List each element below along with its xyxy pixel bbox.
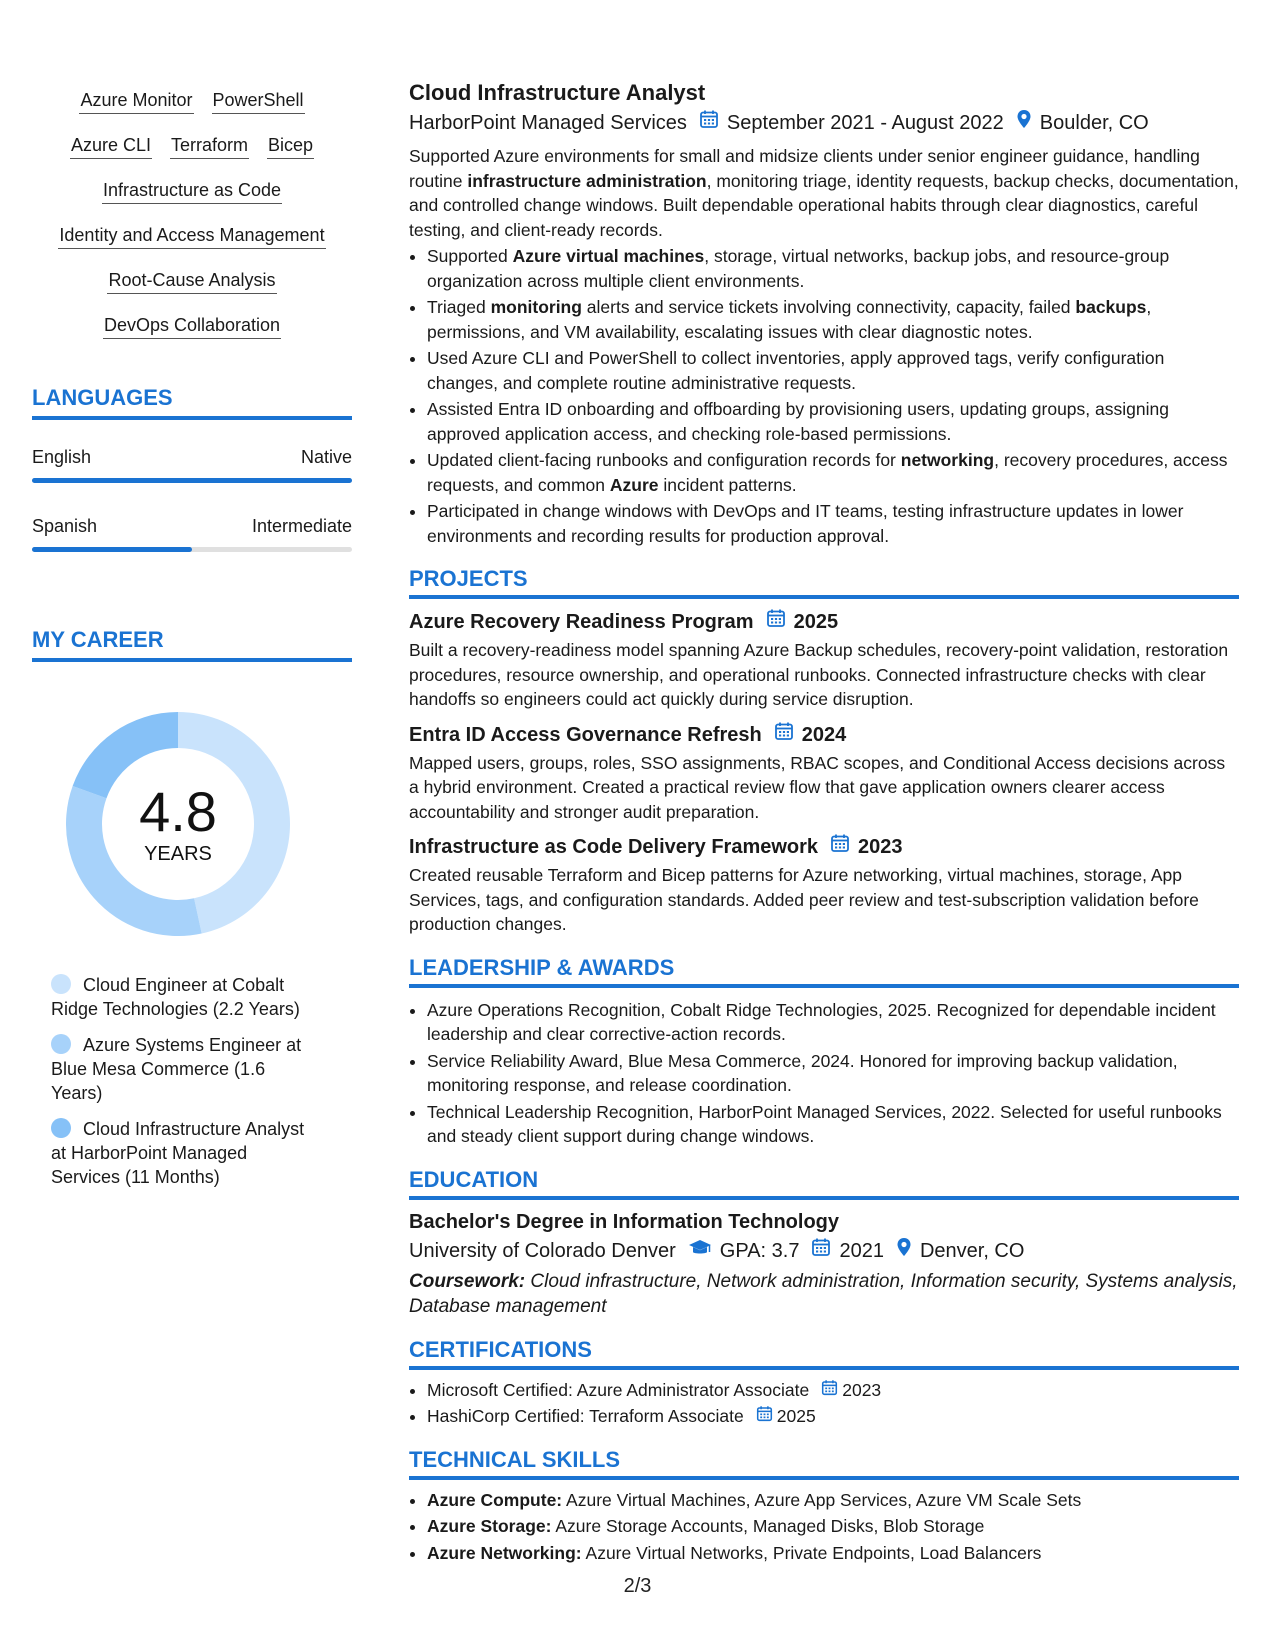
technical-skill-item — [427, 1541, 1239, 1566]
projects-heading: PROJECTS — [409, 566, 1239, 599]
language-level-fill — [32, 478, 352, 483]
text-segment: Assisted Entra ID onboarding and offboarding by provisioning users, updating groups, assigning approved application access, and checking role-based permissions. — [427, 399, 1169, 444]
job-bullet — [427, 397, 1239, 446]
certification-item — [427, 1378, 1239, 1403]
language-level-fill — [32, 547, 192, 552]
text-segment: , permissions, and VM availability, escalating issues with clear diagnostic notes. — [427, 297, 1152, 342]
skill-tag: PowerShell — [212, 87, 305, 114]
project-year: 2024 — [801, 723, 847, 746]
career-total-value: 4.8 — [139, 779, 217, 843]
calendar-icon — [830, 833, 850, 861]
calendar-icon — [756, 1404, 773, 1429]
text-segment: Participated in change windows with DevOps and IT teams, testing infrastructure updates in lower environments and recording results for production approval. — [427, 501, 1184, 546]
bold-text: Azure virtual machines — [512, 246, 705, 266]
skill-tag: Bicep — [267, 132, 314, 159]
legend-dot — [51, 1118, 71, 1138]
technical-skill-value: Azure Storage Accounts, Managed Disks, Blob Storage — [555, 1516, 985, 1536]
project-description: Built a recovery-readiness model spanning Azure Backup schedules, recovery-point validation, restoration procedures, resource ownership, and operational runbooks. Connected infrastructure checks with clear handoffs so engineers could act quickly during service disruption. — [409, 640, 1229, 709]
certification-item — [427, 1404, 1239, 1429]
bold-text: Azure — [609, 474, 659, 495]
coursework-list: Cloud infrastructure, Network administration, Information security, Systems analysis, Database management — [409, 1270, 1238, 1317]
text-segment: , storage, virtual networks, backup jobs, and resource-group organization across multiple client environments. — [427, 246, 1170, 291]
job-bullet — [427, 244, 1239, 293]
calendar-icon — [699, 108, 719, 138]
coursework — [409, 1269, 1239, 1319]
technical-skill-value: Azure Virtual Networks, Private Endpoints, Load Balancers — [585, 1542, 1042, 1563]
text-segment: , recovery procedures, access requests, and common — [427, 450, 1228, 495]
language-level-bar — [32, 478, 352, 483]
project-title: Infrastructure as Code Delivery Framework — [409, 836, 819, 858]
graduation-cap-icon — [688, 1236, 712, 1266]
job-bullets — [409, 244, 1239, 548]
career-legend — [51, 973, 321, 1201]
language-name: Spanish — [32, 516, 98, 536]
leadership-item: • Azure Operations Recognition, Cobalt Ridge Technologies, 2025. Recognized for dependable incident leadership and clear corrective-action records. — [427, 998, 1239, 1047]
text-segment: Used Azure CLI and PowerShell to collect inventories, apply approved tags, verify configuration changes, and complete routine administrative requests. — [427, 348, 1165, 393]
project-item — [409, 608, 1239, 712]
skill-tag: Infrastructure as Code — [102, 177, 282, 204]
career-legend-item — [51, 1117, 321, 1189]
bold-text: monitoring — [490, 297, 582, 317]
school-location: Denver, CO — [919, 1239, 1025, 1262]
location-pin-icon — [896, 1236, 912, 1266]
technical-skills-list — [409, 1488, 1239, 1566]
legend-dot — [51, 974, 71, 994]
career-donut-chart — [66, 712, 290, 936]
calendar-icon — [821, 1378, 838, 1403]
project-description: Mapped users, groups, roles, SSO assignments, RBAC scopes, and Conditional Access decisions across a hybrid environment. Created a practical review flow that gave application owners clearer access accountability and stronger audit preparation. — [409, 752, 1226, 822]
certification-name: • HashiCorp Certified: Terraform Associate — [427, 1406, 744, 1426]
language-level: Native — [300, 447, 352, 467]
gpa: GPA: 3.7 — [719, 1239, 800, 1262]
graduation-year: 2021 — [839, 1239, 884, 1262]
job-location: Boulder, CO — [1039, 112, 1149, 134]
language-level-bar — [32, 547, 352, 552]
certification-year: 2023 — [842, 1379, 882, 1400]
languages-heading: LANGUAGES — [32, 385, 352, 420]
text-segment: incident patterns. — [658, 474, 797, 495]
technical-skill-label: Azure Compute: — [427, 1489, 563, 1510]
right-column — [409, 78, 1239, 1567]
bold-text: infrastructure administration — [467, 170, 707, 191]
job-summary — [409, 144, 1239, 242]
education-meta — [409, 1236, 1239, 1266]
project-title: Azure Recovery Readiness Program — [409, 611, 754, 633]
leadership-list — [409, 998, 1239, 1149]
job-bullet — [427, 448, 1239, 497]
language-level: Intermediate — [251, 516, 352, 536]
language-english — [32, 447, 352, 483]
text-segment: Updated client-facing runbooks and configuration records for — [427, 450, 901, 470]
degree-title: Bachelor's Degree in Information Technology — [409, 1210, 840, 1233]
leadership-item: • Technical Leadership Recognition, HarborPoint Managed Services, 2022. Selected for useful runbooks and steady client support during change windows. — [427, 1100, 1239, 1149]
career-legend-label: Azure Systems Engineer at Blue Mesa Commerce (1.6 Years) — [51, 1035, 302, 1103]
technical-skill-item — [427, 1488, 1239, 1513]
language-name: English — [32, 447, 92, 467]
career-legend-item — [51, 1033, 321, 1105]
calendar-icon — [766, 608, 786, 636]
project-item — [409, 721, 1239, 825]
certification-name: • Microsoft Certified: Azure Administrator Associate — [427, 1379, 810, 1400]
technical-skill-label: Azure Storage: — [427, 1516, 552, 1536]
technical-skill-item — [427, 1514, 1239, 1539]
project-title: Entra ID Access Governance Refresh — [409, 723, 762, 746]
skill-tag: Azure CLI — [70, 132, 152, 159]
career-legend-label: Cloud Engineer at Cobalt Ridge Technologies (2.2 Years) — [51, 975, 300, 1019]
skill-tag: Root-Cause Analysis — [107, 267, 276, 294]
calendar-icon — [774, 721, 794, 749]
leadership-item: • Service Reliability Award, Blue Mesa Commerce, 2024. Honored for improving backup validation, monitoring response, and release coordination. — [427, 1049, 1239, 1098]
job-bullet — [427, 499, 1239, 548]
text-segment: , monitoring triage, identity requests, backup checks, documentation, and controlled change windows. Built dependable operational habits through clear diagnostics, careful testing, and client-ready records. — [409, 170, 1239, 240]
skill-tag: DevOps Collaboration — [103, 312, 281, 339]
skill-tag: Azure Monitor — [79, 87, 193, 114]
skill-tags — [32, 87, 352, 357]
project-item — [409, 833, 1239, 937]
skill-tag: Terraform — [170, 132, 249, 159]
job-title: Cloud Infrastructure Analyst — [409, 80, 706, 105]
text-segment: Triaged — [427, 297, 491, 317]
bold-text: backups — [1075, 297, 1147, 317]
skill-tag: Identity and Access Management — [58, 222, 325, 249]
project-year: 2025 — [793, 611, 839, 633]
career-total-unit: YEARS — [144, 842, 212, 865]
certification-year: 2025 — [776, 1406, 816, 1426]
job-bullet — [427, 346, 1239, 395]
calendar-icon — [811, 1236, 831, 1266]
job-meta — [409, 108, 1239, 138]
page-number: 2/3 — [623, 1575, 652, 1597]
certifications-list — [409, 1378, 1239, 1429]
text-segment: Supported — [427, 246, 513, 266]
technical-skills-heading: TECHNICAL SKILLS — [409, 1447, 1239, 1480]
project-description: Created reusable Terraform and Bicep patterns for Azure networking, virtual machines, storage, App Services, tags, and configuration standards. Added peer review and test-subscription validation before production changes. — [409, 865, 1199, 934]
location-pin-icon — [1016, 108, 1032, 138]
job-dates: September 2021 - August 2022 — [726, 112, 1004, 134]
career-heading: MY CAREER — [32, 627, 352, 662]
language-spanish — [32, 516, 352, 552]
technical-skill-label: Azure Networking: — [427, 1542, 582, 1563]
certifications-heading: CERTIFICATIONS — [409, 1337, 1239, 1370]
leadership-heading: LEADERSHIP & AWARDS — [409, 955, 1239, 988]
text-segment: alerts and service tickets involving connectivity, capacity, failed — [581, 297, 1076, 317]
career-legend-item — [51, 973, 321, 1021]
school-name: University of Colorado Denver — [409, 1239, 676, 1262]
technical-skill-value: Azure Virtual Machines, Azure App Services, Azure VM Scale Sets — [566, 1489, 1082, 1510]
job-company: HarborPoint Managed Services — [409, 112, 687, 134]
job-bullet — [427, 295, 1239, 344]
bold-text: networking — [900, 450, 995, 470]
education-heading: EDUCATION — [409, 1167, 1239, 1200]
legend-dot — [51, 1034, 71, 1054]
career-legend-label: Cloud Infrastructure Analyst at HarborPoint Managed Services (11 Months) — [51, 1119, 305, 1187]
coursework-label: Coursework: — [409, 1270, 526, 1292]
text-segment: Supported Azure environments for small and midsize clients under senior engineer guidance, handling routine — [409, 146, 1200, 191]
project-year: 2023 — [858, 836, 903, 858]
